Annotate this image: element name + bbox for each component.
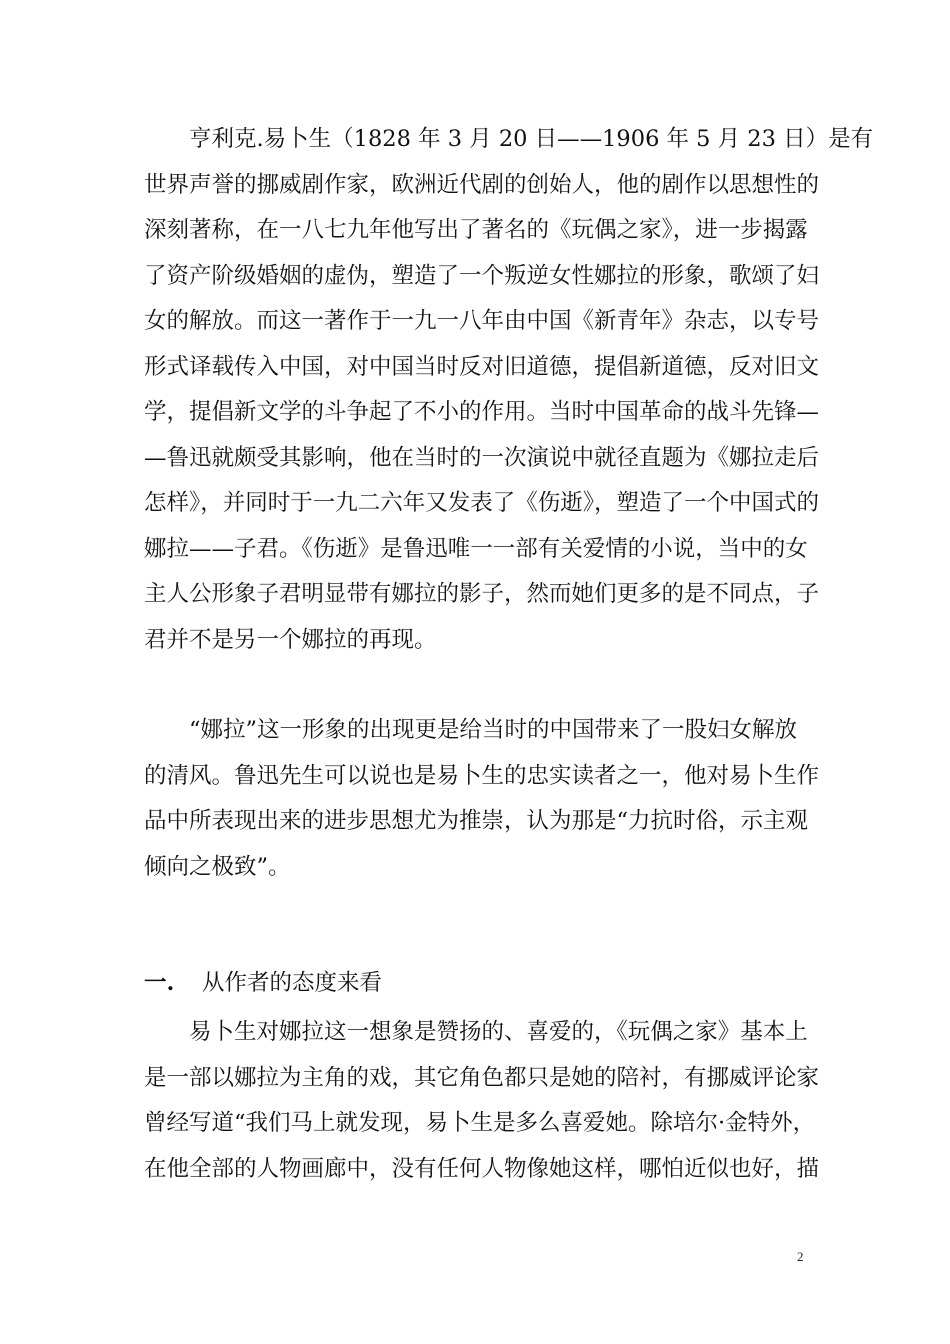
text-line: 亨利克.易卜生（1828 年 3 月 20 日——1906 年 5 月 23 日）是有: [189, 126, 874, 152]
text-line: 主人公形象子君明显带有娜拉的影子，然而她们更多的是不同点，子: [144, 581, 820, 607]
section-number: 一.: [144, 970, 175, 996]
text-line: 品中所表现出来的进步思想尤为推崇，认为那是“力抗时俗，示主观: [144, 808, 809, 834]
text-line: 娜拉——子君。《伤逝》是鲁迅唯一一部有关爱情的小说，当中的女: [144, 535, 808, 562]
page-number: 2: [797, 1249, 804, 1264]
text-line: —鲁迅就颇受其影响，他在当时的一次演说中就径直题为《娜拉走后: [144, 444, 820, 471]
text-line: 了资产阶级婚姻的虚伪，塑造了一个叛逆女性娜拉的形象，歌颂了妇: [144, 262, 820, 289]
section-title: 从作者的态度来看: [202, 970, 383, 996]
text-line: 形式译载传入中国，对中国当时反对旧道德，提倡新道德，反对旧文: [144, 353, 820, 380]
text-line: 在他全部的人物画廊中，没有任何人物像她这样，哪怕近似也好，描: [144, 1155, 820, 1182]
section-heading: [144, 961, 382, 1007]
text-line: 易卜生对娜拉这一想象是赞扬的、喜爱的，《玩偶之家》基本上: [189, 1019, 808, 1045]
text-line: 的清风。鲁迅先生可以说也是易卜生的忠实读者之一，他对易卜生作: [144, 762, 820, 789]
text-line: 学，提倡新文学的斗争起了不小的作用。当时中国革命的战斗先锋—: [144, 399, 820, 425]
text-line: 曾经写道“我们马上就发现，易卜生是多么喜爱她。除培尔·金特外，: [144, 1110, 816, 1136]
text-line: 世界声誉的挪威剧作家，欧洲近代剧的创始人，他的剧作以思想性的: [144, 171, 820, 198]
text-line: “娜拉”这一形象的出现更是给当时的中国带来了一股妇女解放: [189, 717, 798, 743]
text-line: 君并不是另一个娜拉的再现。: [144, 626, 437, 653]
text-line: 倾向之极致”。: [144, 853, 291, 880]
paragraph-3: [144, 1010, 820, 1192]
text-line: 女的解放。而这一著作于一九一八年由中国《新青年》杂志，以专号: [144, 308, 820, 334]
paragraph-2: [144, 708, 820, 890]
text-line: 是一部以娜拉为主角的戏，其它角色都只是她的陪衬，有挪威评论家: [144, 1064, 820, 1091]
paragraph-1: [144, 117, 874, 663]
text-line: 怎样》，并同时于一九二六年又发表了《伤逝》，塑造了一个中国式的: [144, 490, 820, 516]
text-line: 深刻著称，在一八七九年他写出了著名的《玩偶之家》，进一步揭露: [144, 217, 808, 243]
